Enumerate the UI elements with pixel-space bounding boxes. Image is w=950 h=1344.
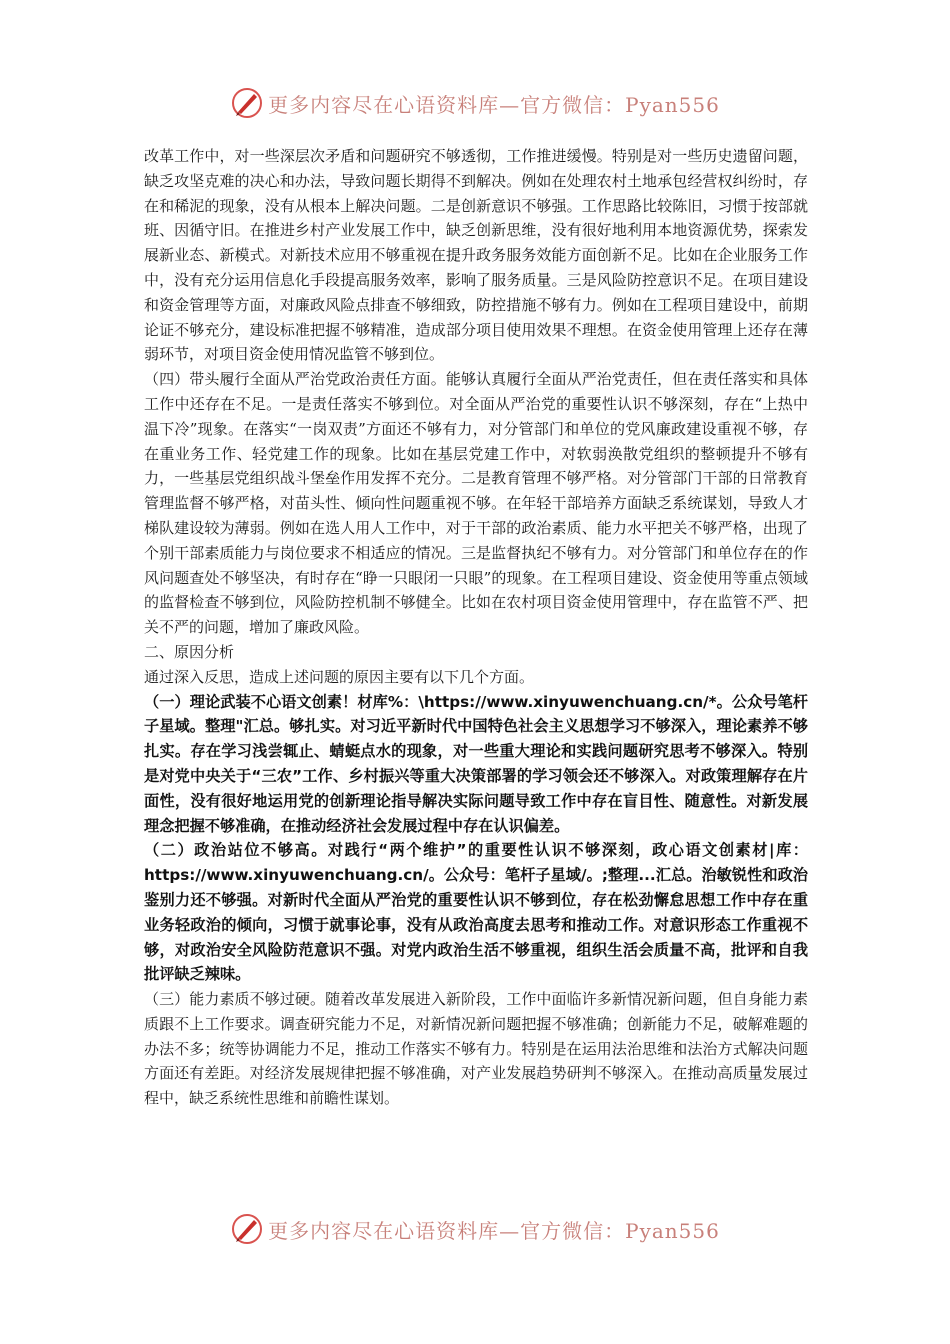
pen-logo-icon bbox=[230, 1212, 264, 1246]
paragraph: 改革工作中，对一些深层次矛盾和问题研究不够透彻，工作推进缓慢。特别是对一些历史遗留问题，缺乏攻坚克难的决心和办法，导致问题长期得不到解决。例如在处理农村土地承包经营权纠纷时，存在和稀泥的现象，没有从根本上解决问题。二是创新意识不够强。工作思路比较陈旧，习惯于按部就班、因循守旧。在推进乡村产业发展工作中，缺乏创新思维，没有很好地利用本地资源优势，探索发展新业态、新模式。对新技术应用不够重视在提升政务服务效能方面创新不足。比如在企业服务工作中，没有充分运用信息化手段提高服务效率，影响了服务质量。三是风险防控意识不足。在项目建设和资金管理等方面，对廉政风险点排查不够细致，防控措施不够有力。例如在工程项目建设中，前期论证不够充分，建设标准把握不够精准，造成部分项目使用效果不理想。在资金使用管理上还存在薄弱环节，对项目资金使用情况监管不够到位。 bbox=[144, 147, 808, 364]
section-heading: 二、原因分析 bbox=[144, 642, 235, 661]
banner-text: 更多内容尽在心语资料库—官方微信：Pyan556 bbox=[268, 1218, 720, 1243]
paragraph: （四）带头履行全面从严治党政治责任方面。能够认真履行全面从严治党责任，但在责任落实和具体工作中还存在不足。一是责任落实不够到位。对全面从严治党的重要性认识不够深刻，存在“上热中温下冷”现象。在落实“一岗双责”方面还不够有力，对分管部门和单位的党风廉政建设重视不够，存在重业务工作、轻党建工作的现象。比如在基层党建工作中，对软弱涣散党组织的整顿提升不够有力，一些基层党组织战斗堡垒作用发挥不充分。二是教育管理不够严格。对分管部门干部的日常教育管理监督不够严格，对苗头性、倾向性问题重视不够。在年轻干部培养方面缺乏系统谋划，导致人才梯队建设较为薄弱。例如在选人用人工作中，对于干部的政治素质、能力水平把关不够严格，出现了个别干部素质能力与岗位要求不相适应的情况。三是监督执纪不够有力。对分管部门和单位存在的作风问题查处不够坚决，有时存在“睁一只眼闭一只眼”的现象。在工程项目建设、资金使用等重点领域的监督检查不够到位，风险防控机制不够健全。比如在农村项目资金使用管理中，存在监管不严、把关不严的问题，增加了廉政风险。 bbox=[144, 370, 808, 637]
paragraph: （三）能力素质不够过硬。随着改革发展进入新阶段，工作中面临许多新情况新问题，但自身能力素质跟不上工作要求。调查研究能力不足，对新情况新问题把握不够准确；创新能力不足，破解难题的办法不多；统等协调能力不足，推动工作落实不够有力。特别是在运用法治思维和法治方式解决问题方面还有差距。对经济发展规律把握不够准确，对产业发展趋势研判不够深入。在推动高质量发展过程中，缺乏系统性思维和前瞻性谋划。 bbox=[144, 990, 808, 1108]
paragraph-bold: （一）理论武装不心语文创素！材库%：\https://www.xinyuwenchuang.cn/*。公众号笔杆子星域。整理"汇总。够扎实。对习近平新时代中国特色社会主义思想学习不够深入，理论素养不够扎实。存在学习浅尝辄止、蜻蜓点水的现象，对一些重大理论和实践问题研究思考不够深入。特别是对党中央关于“三农”工作、乡村振兴等重大决策部署的学习领会还不够深入。对政策理解存在片面性，没有很好地运用党的创新理论指导解决实际问题导致工作中存在盲目性、随意性。对新发展理念把握不够准确，在推动经济社会发展过程中存在认识偏差。 bbox=[144, 692, 808, 835]
header-banner bbox=[0, 83, 950, 123]
footer-banner bbox=[0, 1209, 950, 1249]
pen-logo-icon bbox=[230, 86, 264, 120]
document-body bbox=[144, 144, 808, 1111]
paragraph-bold: （二）政治站位不够高。对践行“两个维护”的重要性认识不够深刻，政心语文创素材|库：https://www.xinyuwenchuang.cn/。公众号：笔杆子星域/。;整理...汇总。治敏锐性和政治鉴别力还不够强。对新时代全面从严治党的重要性认识不够到位，存在松劲懈怠思想工作中存在重业务轻政治的倾向，习惯于就事论事，没有从政治高度去思考和推动工作。对意识形态工作重视不够，对政治安全风险防范意识不强。对党内政治生活不够重视，组织生活会质量不高，批评和自我批评缺乏辣味。 bbox=[144, 841, 808, 984]
banner-text: 更多内容尽在心语资料库—官方微信：Pyan556 bbox=[268, 92, 720, 117]
paragraph: 通过深入反思，造成上述问题的原因主要有以下几个方面。 bbox=[144, 667, 535, 686]
